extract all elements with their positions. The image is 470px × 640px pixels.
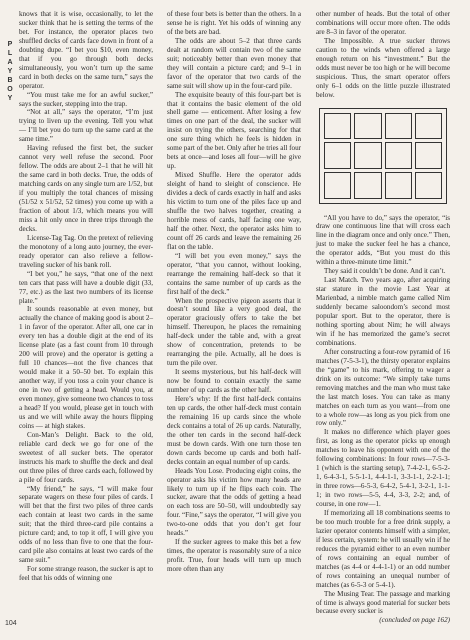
diagram-cell [324, 172, 351, 199]
paragraph: It seems mysterious, but his half-deck will now be found to contain exactly the same number of up cards as the other half. [167, 368, 301, 395]
paragraph: If memorizing all 18 combinations seems to be too much trouble for a free drink supply, a lazier operator contents himself with a simpler, if less certain, system: he will usually win if he reduces the pyramid either to an even number of rows containing an equal number of matches (as 4-4 or 4-4-1-1) or an odd number of rows containing an unequal number of matches (as 6-5-3 or 5-4-1). [316, 508, 450, 589]
paragraph: “You must take me for an awful sucker,” says the sucker, stepping into the trap. [19, 90, 153, 108]
paragraph: The Impossible. A true sucker throws caution to the winds when offered a large enough return on his “investment.” But the odds must never be too high or he will become suspicious. Thus, the smart operator offers only 6–1 odds on the little puzzle illustrated below. [316, 36, 450, 99]
paragraph: They said it couldn’t be done. And it can’t. [324, 267, 446, 276]
diagram-cell [354, 172, 381, 199]
paragraph: Last Match. Two years ago, after acquiring star stature in the movie Last Year at Marienbad, a nimble match game called Nim suddenly became saloondom’s second most popular sport. But to the operator, there is nothing sporting about Nim; he will always win if he has memorized the game’s secret combinations. [316, 276, 450, 347]
paragraph: For some strange reason, the sucker is apt to feel that his odds of winning one [19, 565, 153, 583]
sidebar-letter: Y [7, 68, 13, 75]
column-left [19, 10, 153, 583]
diagram-cell [385, 113, 412, 140]
page-number: 104 [5, 620, 17, 627]
diagram-cell [415, 113, 442, 140]
puzzle-diagram [319, 108, 447, 204]
paragraph: Here’s why: If the first half-deck contains ten up cards, the other half-deck must contain the remaining 16 up cards since the whole deck contains a total of 26 up cards. Naturally, the other ten cards in the second half-deck must be down cards. With one turn those ten down cards become up cards and both half-decks contain an equal number of up cards. [167, 394, 301, 466]
paragraph: The odds are about 5–2 that three cards dealt at random will contain two of the same suit; noticeably better than even money that they will contain a picture card; and 9–1 in favor of the operator that two cards of the same suit will show up in the four-card pile. [167, 36, 301, 90]
sidebar-letter: O [7, 86, 13, 93]
column-right [316, 10, 450, 625]
diagram-cell [415, 172, 442, 199]
paragraph: Mixed Shuffle. Here the operator adds sleight of hand to sleight of conscience. He divides a deck of cards exactly in half and asks his victim to turn one of the piles face up and shuffle the two halves together, creating a horrible mess of cards, half facing one way, half the other. Next, the operator asks him to count off 26 cards and leave the remaining 26 flat on the table. [167, 171, 301, 251]
paragraph: other number of heads. But the total of other combinations will occur more often. The odds are 8–3 in favor of the operator. [316, 10, 450, 36]
paragraph: “My friend,” he says, “I will make four separate wagers on these four piles of cards. I will bet that the first two piles of three cards each contain at least two cards in the same suit; that the third three-card pile contains a picture card; and, to top it off, I will give you odds of no less than five to one that the four-card pile also contains at least two cards of the same suit.” [19, 484, 153, 565]
sidebar-letter: Y [7, 95, 13, 102]
sidebar-letter: B [7, 77, 13, 84]
paragraph: Con-Man’s Delight. Back to the old, reliable card deck we go for one of the sweetest of all sucker bets. The operator instructs his mark to shuffle the deck and deal out three piles of three cards each, followed by a pile of four cards. [19, 430, 153, 484]
sidebar-letter: P [7, 41, 13, 48]
paragraph: knows that it is wise, occasionally, to let the sucker think that he is setting the terms of the bet. For instance, the operator places two shuffled decks of cards face down in front of a doubting dupe. “I bet you $10, even money, that if you go through both decks simultaneously, you won’t turn up the same card in both decks on the same turn,” says the operator. [19, 10, 153, 90]
column-middle [167, 10, 301, 574]
paragraph: “Not at all,” says the operator, “I’m just trying to liven up the evening. Tell you what — I’ll bet you do turn up the same card at the same time.” [19, 108, 153, 144]
paragraph: If the sucker agrees to make this bet a few times, the operator is reasonably sure of a nice profit. True, four heads will turn up much more often than any [167, 538, 301, 574]
paragraph: “All you have to do,” says the operator, “is draw one continuous line that will cross each line in the diagram once and only once.” Then, just to make the sucker feel he has a chance, the operator adds, “But you must do this within a three-minute time limit.” [316, 213, 450, 267]
paragraph: Heads You Lose. Producing eight coins, the operator asks his victim how many heads are likely to turn up if he flips each coin. The sucker, aware that the odds of getting a head on each toss are 50–50, will undoubtedly say four. “Fine,” says the operator, “I will give you two-to-one odds that you don’t get four heads.” [167, 466, 301, 538]
paragraph: “I will bet you even money,” says the operator, “that you cannot, without looking, rearrange the remaining half-deck so that it contains the same number of up cards as the first half of the deck.” [167, 251, 301, 296]
paragraph: When the prospective pigeon asserts that it doesn’t sound like a very good deal, the operator graciously offers to take the bet himself. Thereupon, he places the remaining half-deck under the table and, with a great show of concentration, pretends to be rearranging the pile. Actually, all he does is turn the pile over. [167, 296, 301, 368]
diagram-cell [385, 172, 412, 199]
diagram-cell [324, 142, 351, 169]
diagram-cell [415, 142, 442, 169]
paragraph: Having refused the first bet, the sucker cannot very well refuse the second. Poor fellow. The odds are about 2–1 that he will hit the same card in both decks. True, the odds of matching cards on any single turn are 1/52, but if you multiply the total chances of missing (51/52 x 51/52, 52 times) you come up with a fraction of about 1/3, which means you will miss a hit only once in three trips through the decks. [19, 144, 153, 233]
paragraph: The Musing Tear. The passage and marking of time is always good material for sucker bets because every sucker is [316, 589, 450, 616]
paragraph: “I bet you,” he says, “that one of the next ten cars that pass will have a double digit (33, 77, etc.) as the last two numbers of its license plate.” [19, 269, 153, 305]
diagram-cell [354, 142, 381, 169]
paragraph: After constructing a four-row pyramid of 16 matches (7-5-3-1), the thirsty operator explains the “game” to his mark, offering to wager a drink on its outcome: “We simply take turns removing matches and the man who must take the last match loses. You can take as many matches on each turn as you want—from one to a whole row—as long as you pick from one row only.” [316, 347, 450, 428]
diagram-cell [324, 113, 351, 140]
sidebar-letter: A [7, 59, 13, 66]
magazine-sidebar-label [4, 40, 16, 103]
continued-note: (concluded on page 162) [379, 616, 450, 625]
diagram-cell [354, 113, 381, 140]
paragraph: The exquisite beauty of this four-part bet is that it contains the basic element of the old shell game — enticement. After losing a few times on one part of the deal, the sucker will insist on trying the others, searching for that one sure thing which he feels is hidden in some part of the bet. Only after he tries all four bets at once—and loses all four—will he give up. [167, 90, 301, 171]
paragraph: It sounds reasonable at even money, but actually the chance of making good is about 2–1 in favor of the operator. After all, one car in every ten has a double digit at the end of its license plate (as a fast count from 10 through 200 will prove) and the operator is getting a full 10 chances—not the five chances that would make it a 50–50 bet. To explain this another way, if you toss a coin your chance is one in two of getting a head. Would you, at even money, give someone two chances to toss a head? If you would, please get in touch with us and we will while away the hours flipping coins — at high stakes. [19, 305, 153, 430]
sidebar-letter: L [7, 50, 13, 57]
diagram-cell [385, 142, 412, 169]
paragraph: of these four bets is better than the others. In a sense he is right. Yet his odds of winning any of the bets are bad. [167, 10, 301, 36]
paragraph: It makes no difference which player goes first, as long as the operator picks up enough matches to leave his opponent with one of the following combinations: In four rows—7-5-3-1 (which is the starting setup), 7-4-2-1, 6-5-2-1, 6-4-3-1, 5-5-1-1, 4-4-1-1, 3-3-1-1, 2-2-1-1; in three rows—6-5-3, 6-4-2, 5-4-1, 3-2-1, 1-1-1; in two rows—5-5, 4-4, 3-3, 2-2; and, of course, in one row—1. [316, 428, 450, 509]
paragraph: License-Tag Tag. On the pretext of relieving the monotony of a long auto journey, the ever-ready operator can also relieve a fellow-traveling sucker of his bank roll. [19, 233, 153, 269]
